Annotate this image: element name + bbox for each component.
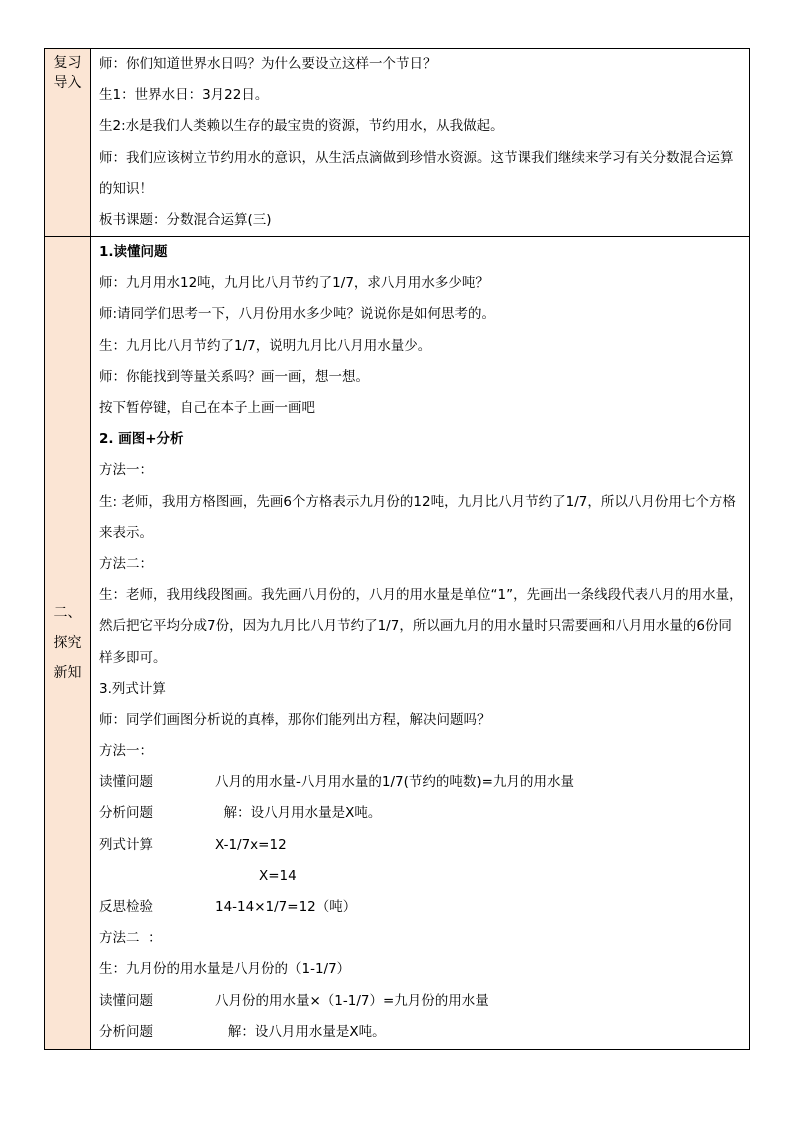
read-line-1: 师：九月用水12吨，九月比八月节约了1/7，求八月用水多少吨？ xyxy=(99,275,489,292)
explore-section xyxy=(45,236,749,1049)
lesson-table xyxy=(44,48,750,1050)
solve1-row-analyze-value: 解：设八月用水量是X吨。 xyxy=(215,805,382,822)
review-section xyxy=(45,49,749,236)
solve1-row-read xyxy=(99,767,743,798)
review-line-5: 板书课题：分数混合运算(三) xyxy=(99,211,272,228)
draw-method2-text: 生：老师，我用线段图画。我先画八月份的，八月的用水量是单位“1”，先画出一条线段代表八月的用水量，然后把它平均分成7份，因为九月比八月节约了1/7，所以画九月的用水量时只需要画和八月用水量的6份同样多即可。 xyxy=(99,587,743,666)
solve1-row-check-key: 反思检验 xyxy=(99,899,153,916)
review-label: 复习导入 xyxy=(45,49,91,236)
solve-method1-title: 方法一： xyxy=(99,743,153,760)
heading-draw: 2. 画图+分析 xyxy=(99,431,184,448)
calc-intro: 师：同学们画图分析说的真棒，那你们能列出方程，解决问题吗？ xyxy=(99,711,491,728)
solve2-row-analyze-value: 解：设八月用水量是X吨。 xyxy=(215,1023,386,1040)
draw-method1-title: 方法一： xyxy=(99,462,153,479)
review-content xyxy=(91,49,749,236)
explore-label xyxy=(45,237,91,1049)
solve1-row-read-value: 八月的用水量-八月用水量的1/7(节约的吨数)=九月的用水量 xyxy=(215,774,574,791)
read-line-4: 师：你能找到等量关系吗？画一画，想一想。 xyxy=(99,368,369,385)
solve1-row-calc xyxy=(99,830,743,861)
solve2-line: 生：九月份的用水量是八月份的（1-1/7） xyxy=(99,961,351,978)
solve2-row-analyze-key: 分析问题 xyxy=(99,1023,153,1040)
solve1-row-calc-value: X-1/7x=12 xyxy=(215,836,287,853)
solve-method2-title: 方法二 ： xyxy=(99,930,162,947)
review-line-4: 师：我们应该树立节约用水的意识，从生活点滴做到珍惜水资源。这节课我们继续来学习有关分数混合运算的知识！ xyxy=(99,149,734,197)
solve2-row-read-key: 读懂问题 xyxy=(99,992,153,1009)
solve1-row-calc-key: 列式计算 xyxy=(99,836,153,853)
heading-calc: 3.列式计算 xyxy=(99,680,166,697)
solve2-row-read-value: 八月份的用水量×（1-1/7）=九月份的用水量 xyxy=(215,992,489,1009)
solve1-row-check xyxy=(99,892,743,923)
read-line-5: 按下暂停键，自己在本子上画一画吧 xyxy=(99,399,315,416)
review-line-1: 师：你们知道世界水日吗？为什么要设立这样一个节日？ xyxy=(99,56,437,72)
draw-method1-text: 生: 老师，我用方格图画，先画6个方格表示九月份的12吨，九月比八月节约了1/7，所以八月份用七个方格来表示。 xyxy=(99,493,736,541)
read-line-2: 师:请同学们思考一下，八月份用水多少吨？说说你是如何思考的。 xyxy=(99,306,496,323)
read-line-3: 生：九月比八月节约了1/7，说明九月比八月用水量少。 xyxy=(99,337,432,354)
review-line-2: 生1：世界水日：3月22日。 xyxy=(99,87,269,104)
solve1-row-read-key: 读懂问题 xyxy=(99,774,153,791)
solve2-row-read xyxy=(99,986,743,1017)
solve2-row-analyze xyxy=(99,1017,743,1048)
solve1-row-analyze-key: 分析问题 xyxy=(99,805,153,822)
solve1-row-analyze xyxy=(99,798,743,829)
review-line-3: 生2:水是我们人类赖以生存的最宝贵的资源，节约用水，从我做起。 xyxy=(99,118,504,135)
draw-method2-title: 方法二： xyxy=(99,555,153,572)
heading-read: 1.读懂问题 xyxy=(99,244,168,260)
explore-content xyxy=(91,237,749,1049)
explore-label-text: 二、探究新知 xyxy=(53,605,82,681)
solve1-equation-result: X=14 xyxy=(259,867,297,884)
solve1-row-check-value: 14-14×1/7=12（吨） xyxy=(215,899,357,916)
